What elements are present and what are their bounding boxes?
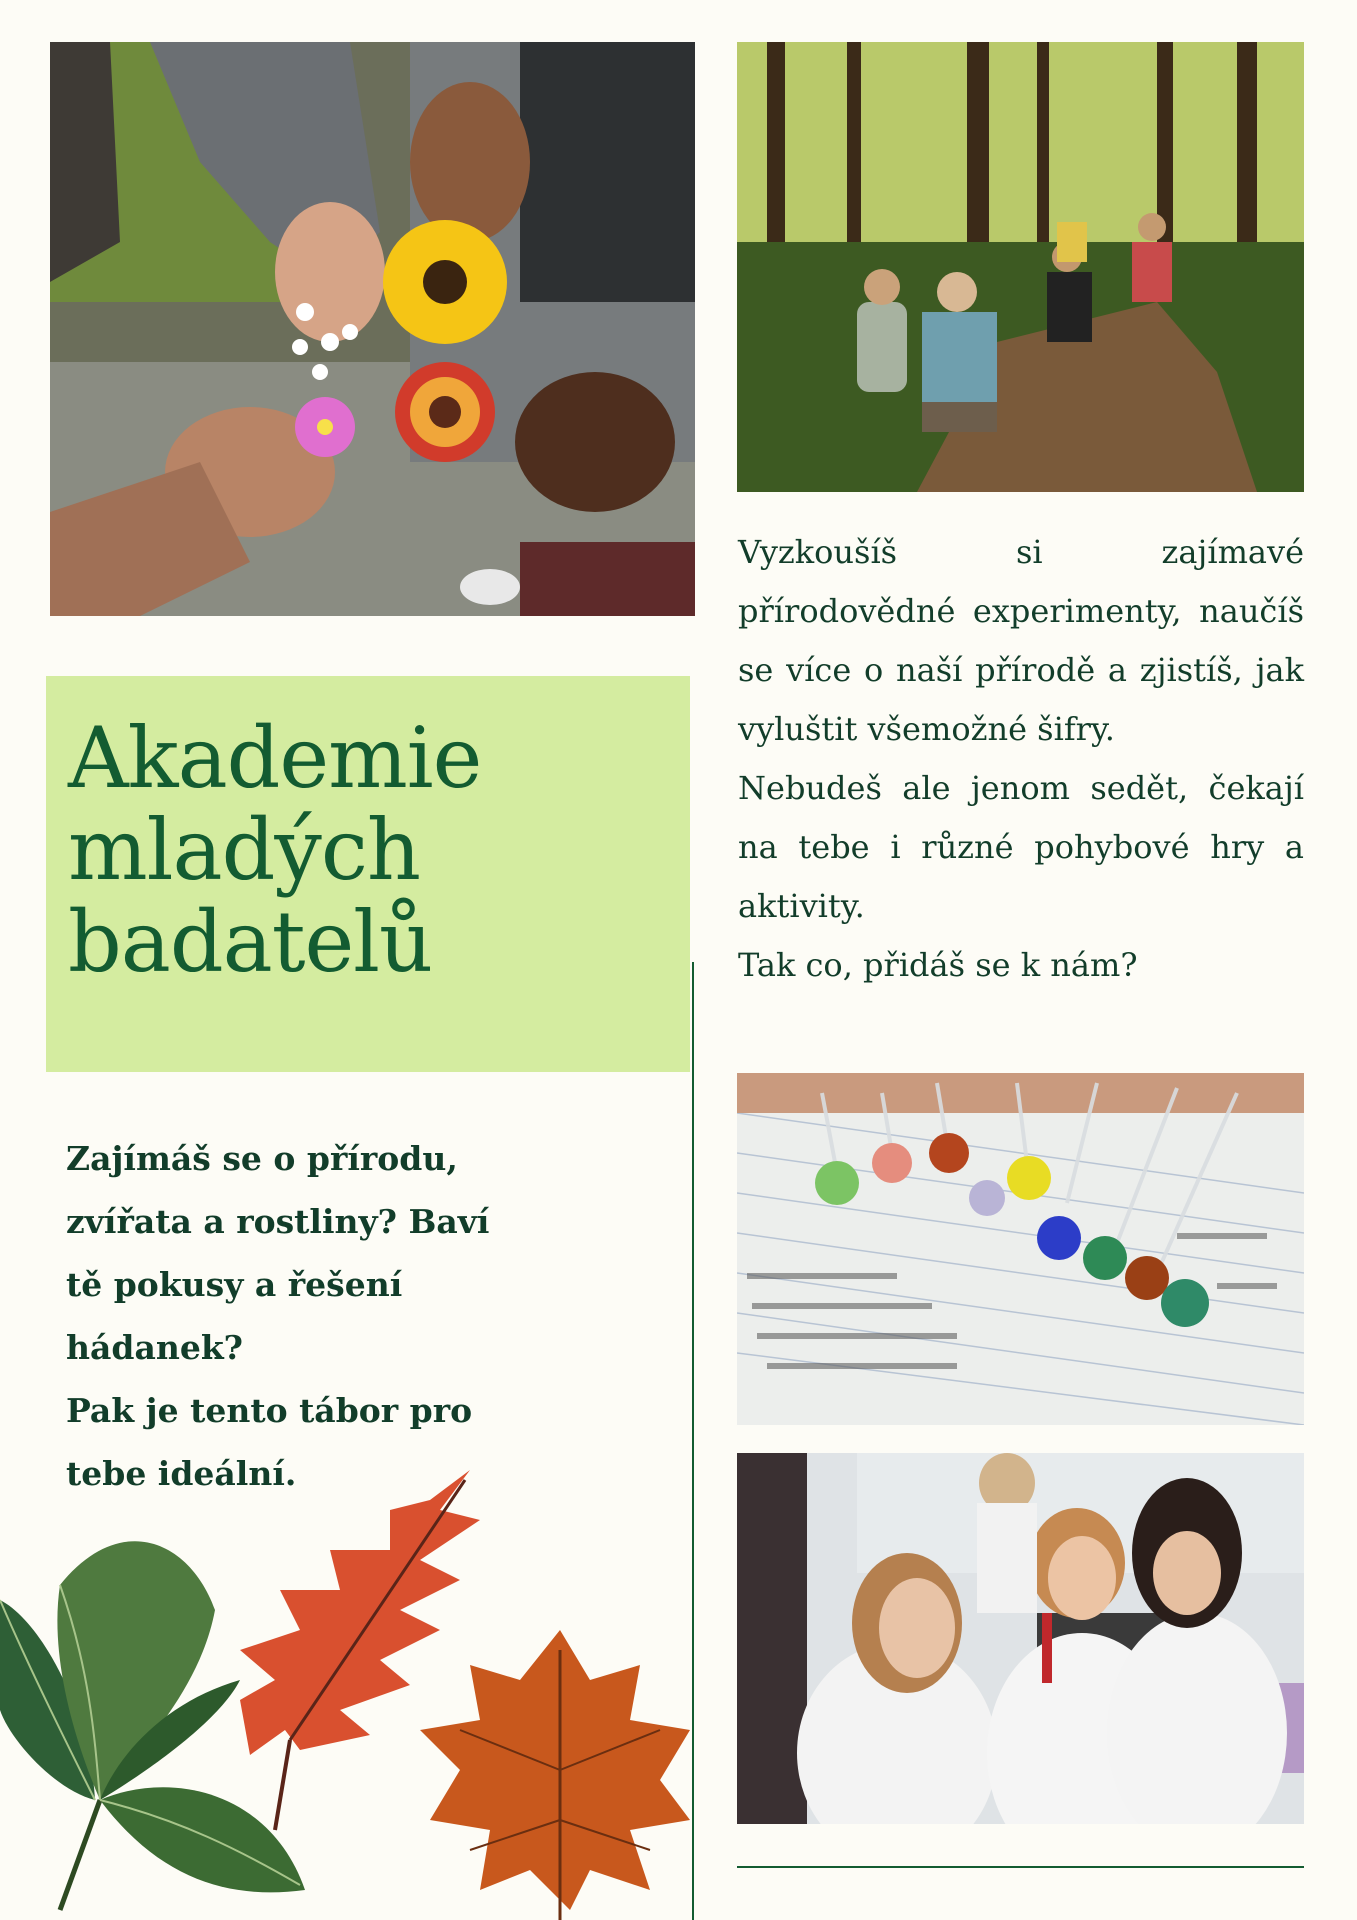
intro-line-4: hádanek? [66,1328,244,1367]
photo-lab-students [737,1453,1304,1824]
decorative-leaves [0,1470,700,1920]
intro-line-2: zvířata a rostliny? Baví [66,1202,490,1241]
intro-line-5: Pak je tento tábor pro [66,1391,473,1430]
intro-line-3: tě pokusy a řešení [66,1265,403,1304]
title-line-3: badatelů [68,893,433,991]
photo-hands-with-flowers [50,42,695,616]
intro-text [66,1127,626,1505]
red-oak-leaf-illustration [240,1470,480,1830]
title-line-2: mladých [68,801,420,899]
intro-line-6: tebe ideální. [66,1454,297,1493]
description-paragraph-2: Nebudeš ale jenom sedět, čekají na tebe i různé pohybové hry a aktivity. [738,769,1304,925]
horizontal-divider [737,1866,1304,1868]
photo-test-tubes [737,1073,1304,1425]
description-text [738,523,1304,995]
orange-maple-leaf-illustration [420,1630,690,1920]
title-line-1: Akademie [68,709,482,807]
page-title [68,709,482,991]
description-paragraph-1: Vyzkoušíš si zajímavé přírodovědné experimenty, naučíš se více o naší přírodě a zjistíš, jak vyluštit všemožné šifry. [738,533,1304,748]
description-paragraph-3: Tak co, přidáš se k nám? [738,946,1138,984]
photo-forest-hike [737,42,1304,492]
title-box [46,676,690,1072]
intro-line-1: Zajímáš se o přírodu, [66,1139,458,1178]
